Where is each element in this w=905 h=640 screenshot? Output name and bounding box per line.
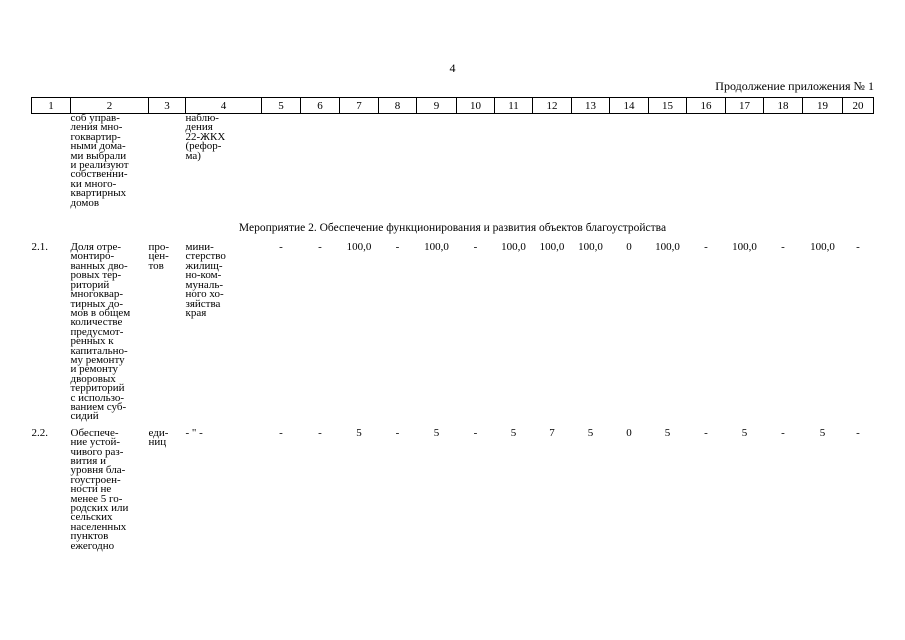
value-cell: 100,0 — [424, 241, 449, 254]
value-cell: - — [473, 241, 478, 254]
text-line: ми выбрали — [70, 149, 127, 162]
text-line: монтиро- — [70, 250, 115, 263]
text-line: жилищ- — [185, 259, 223, 272]
text-line: Обеспече- — [70, 426, 119, 439]
text-line: ванных дво- — [70, 259, 128, 272]
value-cell: 100,0 — [655, 241, 680, 254]
text-line: ности не — [70, 483, 112, 496]
unit-of-measure — [149, 422, 186, 551]
text-line: количестве — [70, 316, 123, 329]
text-line: с использо- — [70, 391, 125, 404]
text-line: ки много- — [70, 177, 117, 190]
column-number-header-row — [32, 98, 874, 114]
column-header-13: 13 — [572, 98, 610, 114]
value-cell: - — [856, 426, 860, 439]
column-header-8: 8 — [379, 98, 417, 114]
column-header-19: 19 — [803, 98, 843, 114]
column-header-15: 15 — [649, 98, 687, 114]
text-line: и ремонту — [70, 363, 119, 376]
section-title: Мероприятие 2. Обеспечение функционирования и развития объектов благоустройства — [238, 222, 667, 235]
column-header-18: 18 — [764, 98, 803, 114]
text-line: дворовых — [70, 372, 116, 385]
text-line: домов — [70, 196, 100, 209]
value-cell: - — [473, 426, 478, 439]
unit-of-measure — [149, 243, 186, 422]
text-line: менее 5 го- — [70, 492, 123, 505]
text-line: квартирных — [70, 187, 127, 200]
indicators-table — [31, 97, 874, 551]
column-header-5: 5 — [262, 98, 301, 114]
text-line: дения — [185, 121, 213, 134]
text-line: пунктов — [70, 530, 109, 543]
column-header-6: 6 — [301, 98, 340, 114]
text-line: чивого раз- — [70, 445, 124, 458]
text-line: ние устой- — [70, 436, 120, 449]
value-cell: - — [318, 426, 322, 439]
text-line: Доля отре- — [70, 241, 121, 254]
text-line: но-ком- — [185, 269, 222, 282]
text-line: - " - — [185, 426, 203, 439]
column-header-17: 17 — [726, 98, 764, 114]
text-line: и реализуют — [70, 159, 129, 172]
text-line: наблю- — [185, 112, 219, 124]
value-cell: 100,0 — [539, 241, 565, 254]
column-header-1: 1 — [32, 98, 71, 114]
value-cell: 5 — [664, 426, 671, 439]
text-line: (рефор- — [185, 140, 222, 153]
text-line: вития и — [70, 455, 106, 467]
indicator-name — [71, 422, 149, 551]
text-line: тов — [148, 259, 164, 272]
text-line: территорий — [70, 382, 125, 395]
column-header-3: 3 — [149, 98, 186, 114]
text-line: стерство — [185, 250, 226, 263]
text-line: собственни- — [70, 168, 128, 181]
text-line: ного хо- — [185, 288, 224, 301]
text-line: уровня бла- — [70, 464, 126, 477]
text-line: ежегодно — [70, 539, 115, 552]
value-cell: 100,0 — [732, 241, 757, 254]
text-line: предусмот- — [70, 325, 124, 338]
value-cell: - — [781, 241, 785, 254]
row-number: 2.1. — [31, 241, 48, 254]
value-cell: - — [781, 426, 785, 439]
text-line: ными дома- — [70, 140, 126, 153]
row-number: 2.2. — [31, 426, 48, 439]
column-header-7: 7 — [340, 98, 379, 114]
indicator-rows — [32, 243, 874, 551]
value-cell: 100,0 — [578, 241, 603, 254]
value-cell: 5 — [510, 426, 517, 439]
column-header-16: 16 — [687, 98, 726, 114]
continued-row — [32, 114, 874, 209]
value-cell: - — [318, 241, 322, 254]
text-line: цен- — [148, 250, 169, 263]
value-cell: - — [856, 241, 860, 254]
text-line: родских или — [70, 502, 129, 515]
text-line: сельских — [70, 511, 113, 524]
value-cell: 100,0 — [346, 241, 372, 254]
text-line: ванием суб- — [70, 400, 127, 413]
value-cell: 100,0 — [501, 241, 526, 254]
value-cell: 0 — [626, 426, 632, 439]
table-row — [32, 243, 874, 422]
value-cell: 0 — [626, 241, 632, 254]
text-line: края — [185, 306, 207, 319]
text-line: капитально- — [70, 344, 128, 357]
section-heading-row — [32, 208, 874, 243]
text-line: сидий — [70, 410, 99, 423]
text-line: мини- — [185, 241, 214, 254]
value-cell: 7 — [549, 426, 555, 439]
text-line: многоквар- — [70, 288, 124, 301]
text-line: 22-ЖКХ — [185, 130, 226, 143]
value-cell: - — [279, 426, 283, 439]
value-cell: - — [395, 426, 400, 439]
column-header-11: 11 — [495, 98, 533, 114]
text-line: зяйства — [185, 297, 221, 310]
table-row — [32, 422, 874, 551]
text-line: населенных — [70, 520, 127, 533]
text-line: соб управ- — [70, 112, 120, 124]
responsible-body — [186, 422, 262, 551]
text-line: ровых тер- — [70, 269, 122, 282]
column-header-14: 14 — [610, 98, 649, 114]
text-line: гоквартир- — [70, 130, 121, 143]
column-header-4: 4 — [186, 98, 262, 114]
value-cell: 5 — [819, 426, 826, 439]
column-header-20: 20 — [843, 98, 874, 114]
value-cell: 5 — [741, 426, 748, 439]
text-line: ма) — [185, 149, 201, 162]
value-cell: 5 — [356, 426, 362, 439]
column-header-9: 9 — [417, 98, 457, 114]
text-line: риторий — [70, 278, 110, 291]
value-cell: - — [279, 241, 283, 254]
value-cell: 5 — [433, 426, 440, 439]
value-cell: 5 — [587, 426, 594, 439]
text-line: му ремонту — [70, 353, 125, 366]
text-line: тирных до- — [70, 297, 123, 310]
appendix-continuation-note: Продолжение приложения № 1 — [715, 79, 874, 93]
column-header-10: 10 — [457, 98, 495, 114]
text-line: еди- — [148, 426, 169, 439]
column-header-2: 2 — [71, 98, 149, 114]
text-line: ниц — [148, 436, 167, 449]
column-header-12: 12 — [533, 98, 572, 114]
text-line: ления мно- — [70, 121, 123, 134]
text-line: ренных к — [70, 335, 114, 348]
indicator-name — [71, 243, 149, 422]
continued-row-responsible-cell — [186, 114, 262, 209]
value-cell: - — [704, 241, 708, 254]
value-cell: 100,0 — [810, 241, 835, 254]
value-cell: - — [395, 241, 400, 254]
continued-row-name-cell — [71, 114, 149, 209]
page-number: 4 — [449, 61, 456, 75]
text-line: про- — [148, 241, 170, 254]
text-line: гоустроен- — [70, 473, 121, 486]
text-line: мов в общем — [70, 306, 131, 319]
responsible-body — [186, 243, 262, 422]
text-line: муналь- — [185, 278, 223, 291]
value-cell: - — [704, 426, 708, 439]
